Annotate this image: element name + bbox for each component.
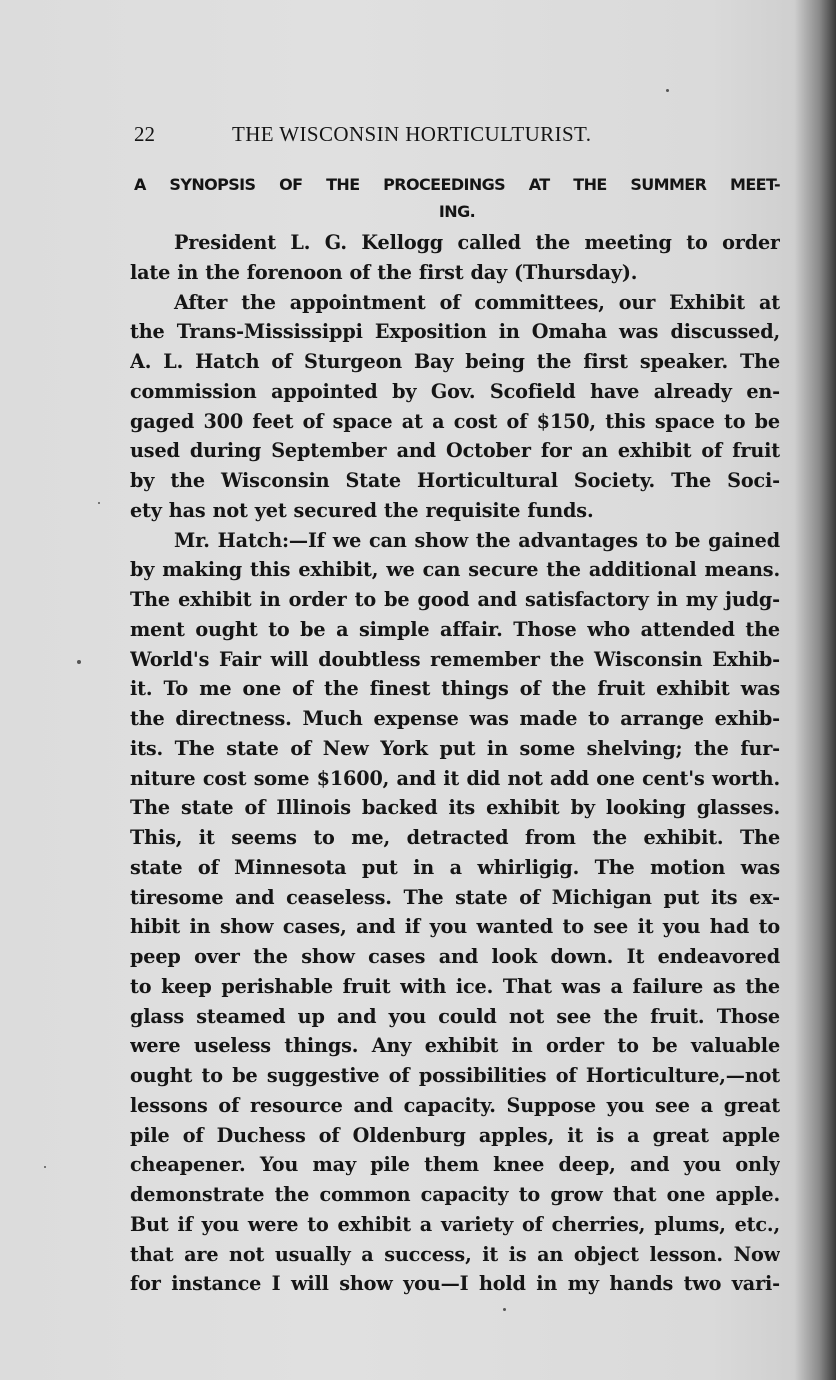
text-line: The state of Illinois backed its exhibit by looking glasses. (130, 796, 780, 820)
section-title-line: ING. (438, 202, 476, 221)
text-line: by the Wisconsin State Horticultural Society. The Soci- (130, 469, 780, 492)
text-line: ment ought to be a simple affair. Those who attended the (130, 617, 780, 641)
text-line: tiresome and ceaseless. The state of Michigan put its ex- (130, 885, 780, 909)
text-line: ought to be suggestive of possibilities of Horticulture,—not (130, 1064, 780, 1087)
text-line: its. The state of New York put in some shelving; the fur- (130, 736, 780, 760)
text-line: World's Fair will doubtless remember the Wisconsin Exhib- (130, 647, 780, 671)
body-text (130, 228, 780, 1299)
text-line: But if you were to exhibit a variety of cherries, plums, etc., (130, 1212, 780, 1236)
text-line: late in the forenoon of the first day (Thursday). (130, 260, 638, 284)
page-number: 22 (134, 122, 155, 146)
text-line: state of Minnesota put in a whirligig. The motion was (130, 855, 780, 879)
section-title (134, 171, 780, 225)
text-line: by making this exhibit, we can secure the additional means. (130, 558, 780, 582)
text-line: pile of Duchess of Oldenburg apples, it is a great apple (130, 1123, 780, 1147)
text-line: Mr. Hatch:—If we can show the advantages to be gained (174, 528, 780, 552)
text-line: glass steamed up and you could not see the fruit. Those (130, 1004, 780, 1028)
running-title: THE WISCONSIN HORTICULTURIST. (232, 122, 592, 146)
text-line: This, it seems to me, detracted from the exhibit. The (130, 826, 780, 849)
paper-speck (98, 502, 100, 504)
text-line: it. To me one of the finest things of the fruit exhibit was (130, 677, 780, 701)
text-line: used during September and October for an exhibit of fruit (130, 439, 780, 463)
text-line: A. L. Hatch of Sturgeon Bay being the first speaker. The (130, 350, 780, 373)
paper-speck (503, 1308, 506, 1311)
text-line: lessons of resource and capacity. Suppose you see a great (130, 1093, 780, 1117)
section-title-line: A SYNOPSIS OF THE PROCEEDINGS AT THE SUMMER MEET- (134, 175, 780, 194)
paper-speck (44, 1166, 46, 1168)
text-line: hibit in show cases, and if you wanted to see it you had to (130, 915, 780, 939)
text-line: the Trans-Mississippi Exposition in Omaha was discussed, (130, 320, 780, 344)
text-line: were useless things. Any exhibit in order to be valuable (130, 1034, 780, 1058)
text-line: for instance I will show you—I hold in my hands two vari- (130, 1272, 780, 1296)
text-line: The exhibit in order to be good and satisfactory in my judg- (130, 588, 780, 611)
text-line: the directness. Much expense was made to arrange exhib- (130, 707, 780, 730)
text-line: commission appointed by Gov. Scofield have already en- (130, 379, 780, 403)
text-line: demonstrate the common capacity to grow that one apple. (130, 1183, 780, 1206)
paper-speck (77, 660, 81, 664)
text-line: After the appointment of committees, our Exhibit at (174, 290, 780, 314)
text-line: niture cost some $1600, and it did not add one cent's worth. (130, 766, 780, 790)
paper-speck (666, 89, 669, 92)
text-line: ety has not yet secured the requisite funds. (130, 498, 594, 522)
text-line: gaged 300 feet of space at a cost of $150, this space to be (130, 409, 780, 433)
running-header (134, 119, 774, 149)
text-line: to keep perishable fruit with ice. That was a failure as the (130, 974, 780, 998)
text-line: that are not usually a success, it is an object lesson. Now (130, 1242, 780, 1266)
text-line: peep over the show cases and look down. It endeavored (130, 945, 780, 968)
text-line: cheapener. You may pile them knee deep, and you only (130, 1153, 780, 1177)
text-line: President L. G. Kellogg called the meeting to order (174, 231, 780, 254)
